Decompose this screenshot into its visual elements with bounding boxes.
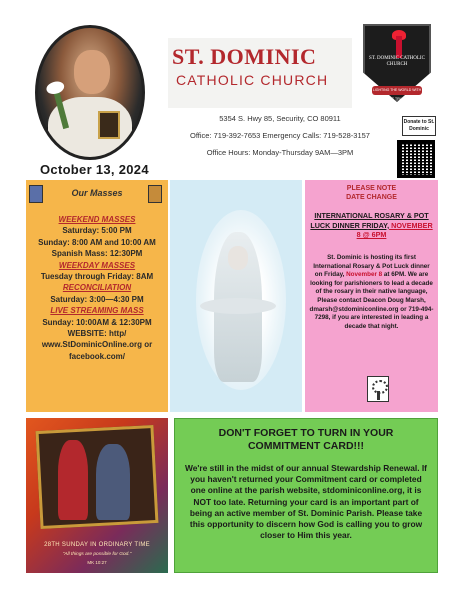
saturday-mass: Saturday: 5:00 PM [62, 226, 132, 236]
spanish-mass: Spanish Mass: 12:30PM [51, 249, 143, 259]
office-hours: Office Hours: Monday-Thursday 9AM—3PM [206, 148, 354, 157]
event-body-date: November 8 [344, 271, 383, 279]
notice-heading [305, 184, 438, 202]
event-body-part2: at 6PM. We are looking for parishioners to lead a decade of the rosary in their native language, Please contact Deacon Doug Marsh, dmarsh@stdominiconline.org or 719-494-7298, if you are interested in leading a decade that night. [309, 271, 434, 330]
donate-label: Donate to St. Dominic [402, 116, 436, 136]
gospel-image [26, 418, 168, 573]
sunday-mass: Sunday: 8:00 AM and 10:00 AM [38, 237, 156, 247]
rosary-event-body [309, 254, 434, 331]
weekend-masses-title: WEEKEND MASSES [58, 215, 136, 224]
event-title-date: NOVEMBER 8 @ 6PM [356, 220, 433, 239]
commitment-body: We're still in the midst of our annual Stewardship Renewal. If you haven't returned your Commitment card or completed one online at the parish website, stdominiconline.org, it is NOT too late. Returning your card is an important part of being an active member of St. Dominic Parish. Please take this opportunity to discern how God is calling you to grow closer to Him this year. [185, 463, 427, 541]
crest-text: ST. DOMINIC CATHOLIC CHURCH [369, 56, 425, 67]
commitment-heading: DON'T FORGET TO TURN IN YOUR COMMITMENT CARD!!! [218, 427, 394, 452]
event-title-main: INTERNATIONAL ROSARY & POT LUCK DINNER FRIDAY, [310, 211, 429, 230]
church-subtitle: CATHOLIC CHURCH [176, 72, 329, 88]
bulletin-date: October 13, 2024 [40, 162, 149, 177]
church-address: 5354 S. Hwy 85, Security, CO 80911 [219, 114, 341, 123]
website-link[interactable]: WEBSITE: http/ www.StDominicOnline.org or facebook.com/ [41, 329, 153, 361]
saint-dominic-portrait [35, 25, 145, 160]
event-body-part1: St. Dominic is hosting its first International Rosary & Pot Luck dinner on Friday, [313, 254, 430, 279]
crest-banner: LIGHTING THE WORLD WITH THE TRUTH [372, 88, 422, 101]
qr-code-icon[interactable] [397, 140, 435, 178]
rosary-icon [367, 376, 389, 402]
gospel-reference: MK 10:27 [87, 560, 107, 565]
notice-heading-line1: PLEASE NOTE [346, 185, 397, 192]
reconciliation-title: RECONCILIATION [62, 283, 132, 293]
rosary-notice-panel [305, 180, 438, 412]
livestream-time: Sunday: 10:00AM & 12:30PM [42, 317, 152, 327]
masses-schedule [30, 214, 164, 362]
church-name: ST. DOMINIC [172, 44, 317, 69]
gospel-quote: "All things are possible for God." [62, 552, 132, 557]
masses-heading: Our Masses [71, 188, 123, 198]
gospel-caption: 28TH SUNDAY IN ORDINARY TIME [44, 542, 150, 548]
notice-heading-line2: DATE CHANGE [346, 194, 397, 201]
reconciliation-time: Saturday: 3:00—4:30 PM [50, 294, 144, 304]
weekday-masses-title: WEEKDAY MASSES [58, 260, 136, 270]
commitment-card-panel [174, 418, 438, 573]
rosary-event-title [309, 211, 434, 240]
livestream-title: LIVE STREAMING MASS [50, 306, 144, 316]
virgin-mary-image [170, 180, 302, 412]
church-phones: Office: 719-392-7653 Emergency Calls: 719-528-3157 [190, 131, 370, 140]
masses-panel [26, 180, 168, 412]
weekday-mass: Tuesday through Friday: 8AM [40, 272, 154, 282]
